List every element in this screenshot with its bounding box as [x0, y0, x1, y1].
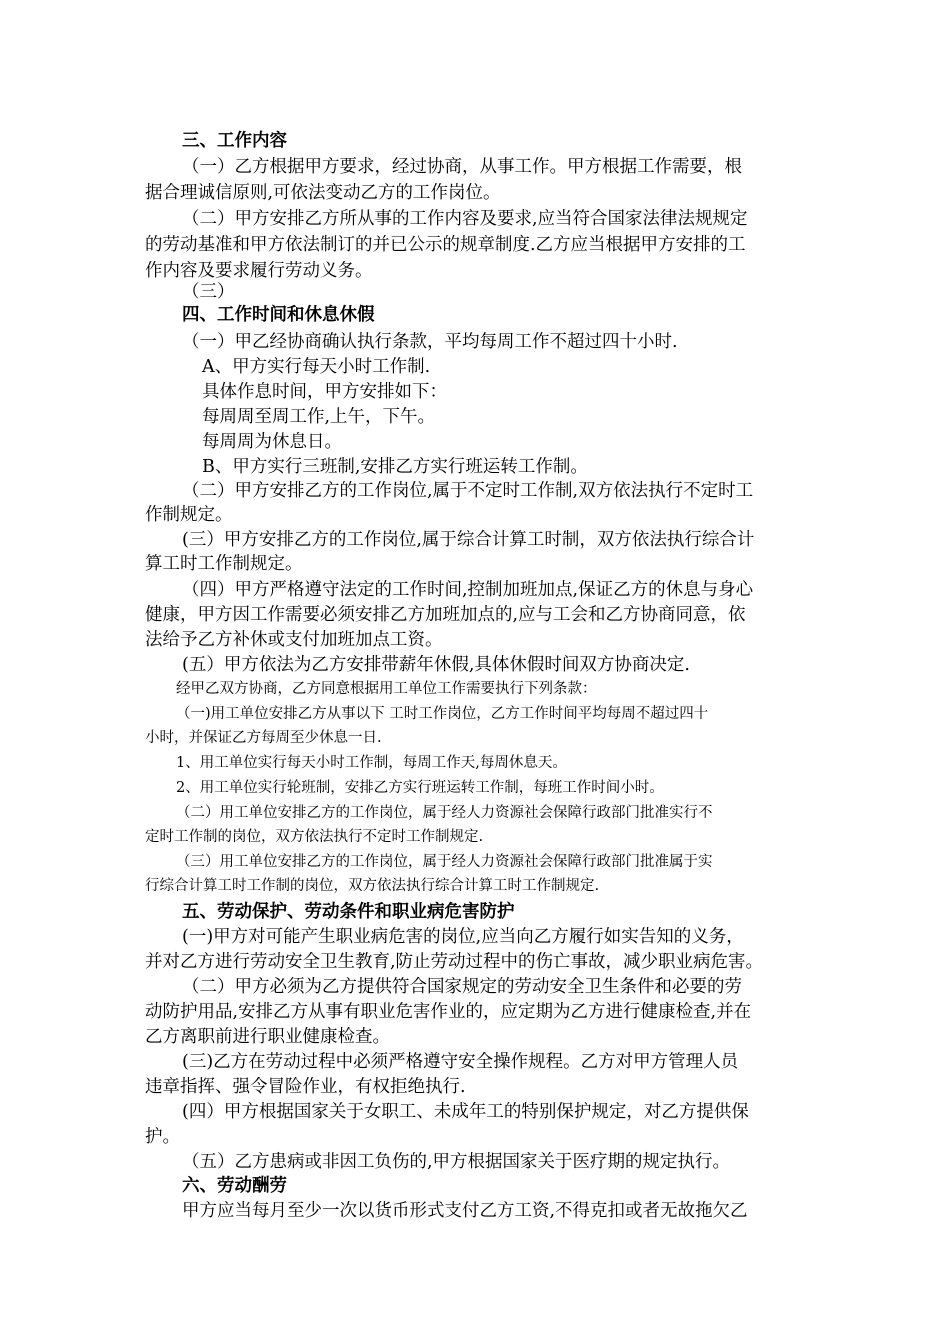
paragraph-line: 行综合计算工时工作制的岗位，双方依法执行综合计算工时工作制规定.	[145, 878, 600, 894]
section-heading: 五、劳动保护、劳动条件和职业病危害防护	[182, 902, 515, 922]
section-heading: 四、工作时间和休息休假	[182, 305, 375, 325]
paragraph-line: (三）甲方安排乙方的工作岗位,属于综合计算工时制，双方依法执行综合计	[182, 530, 755, 550]
paragraph-line: 据合理诚信原则,可依法变动乙方的工作岗位。	[145, 183, 501, 203]
paragraph-line: 护。	[145, 1127, 180, 1147]
paragraph-line: 每周周为休息日。	[202, 432, 342, 452]
paragraph-line: （二）甲方必须为乙方提供符合国家规定的劳动安全卫生条件和必要的劳	[182, 977, 742, 997]
paragraph-line: （一）乙方根据甲方要求，经过协商，从事工作。甲方根据工作需要，根	[182, 157, 742, 177]
paragraph-line: 每周周至周工作,上午，下午。	[202, 407, 436, 427]
paragraph-line: 健康，甲方因工作需要必须安排乙方加班加点的,应与工会和乙方协商同意，依	[145, 605, 746, 625]
paragraph-line: （二）甲方安排乙方所从事的工作内容及要求,应当符合国家法律法规规定	[182, 209, 748, 229]
paragraph-line: （四）甲方严格遵守法定的工作时间,控制加班加点,保证乙方的休息与身心	[182, 580, 754, 600]
paragraph-line: 甲方应当每月至少一次以货币形式支付乙方工资,不得克扣或者无故拖欠乙	[182, 1201, 748, 1221]
section-heading: 六、劳动酬劳	[182, 1176, 287, 1196]
paragraph-line: 的劳动基准和甲方依法制订的并已公示的规章制度.乙方应当根据甲方安排的工	[145, 235, 746, 255]
paragraph-line: 定时工作制的岗位，双方依法执行不定时工作制规定.	[145, 829, 484, 845]
paragraph-line: （一)用工单位安排乙方从事以下 工时工作岗位，乙方工作时间平均每周不超过四十	[176, 706, 709, 722]
paragraph-line: 动防护用品,安排乙方从事有职业危害作业的，应定期为乙方进行健康检查,并在	[145, 1002, 752, 1022]
paragraph-line: （二）甲方安排乙方的工作岗位,属于不定时工作制,双方依法执行不定时工	[182, 481, 754, 501]
paragraph-line: 2、用工单位实行轮班制，安排乙方实行班运转工作制，每班工作时间小时。	[176, 780, 664, 796]
paragraph-line: 乙方离职前进行职业健康检查。	[145, 1027, 390, 1047]
paragraph-line: （一）甲乙经协商确认执行条款，平均每周工作不超过四十小时.	[182, 332, 678, 352]
paragraph-line: (三)乙方在劳动过程中必须严格遵守安全操作规程。乙方对甲方管理人员	[182, 1052, 739, 1072]
paragraph-line: 作内容及要求履行劳动义务。	[145, 261, 373, 281]
paragraph-line: 1、用工单位实行每天小时工作制，每周工作天,每周休息天。	[176, 755, 567, 771]
paragraph-line: A、甲方实行每天小时工作制.	[202, 357, 431, 377]
paragraph-line: 违章指挥、强令冒险作业，有权拒绝执行.	[145, 1077, 466, 1097]
paragraph-line: 算工时工作制规定。	[145, 554, 303, 574]
paragraph-line: (四）甲方根据国家关于女职工、未成年工的特别保护规定，对乙方提供保	[182, 1102, 749, 1122]
paragraph-line: 具体作息时间，甲方安排如下：	[202, 382, 447, 402]
paragraph-line: （二）用工单位安排乙方的工作岗位，属于经人力资源社会保障行政部门批准实行不	[176, 805, 713, 821]
paragraph-line: （三）	[182, 282, 235, 302]
paragraph-line: 作制规定。	[145, 505, 233, 525]
paragraph-line: （五）乙方患病或非因工负伤的,甲方根据国家关于医疗期的规定执行。	[182, 1152, 731, 1172]
paragraph-line: (五）甲方依法为乙方安排带薪年休假,具体休假时间双方协商决定.	[182, 655, 690, 675]
paragraph-line: (一)甲方对可能产生职业病危害的岗位,应当向乙方履行如实告知的义务，	[182, 927, 744, 947]
paragraph-line: （三）用工单位安排乙方的工作岗位，属于经人力资源社会保障行政部门批准属于实	[176, 854, 713, 870]
paragraph-line: 小时，并保证乙方每周至少休息一日.	[145, 730, 382, 746]
paragraph-line: 法给予乙方补休或支付加班加点工资。	[145, 630, 443, 650]
section-heading: 三、工作内容	[182, 131, 287, 151]
paragraph-line: B、甲方实行三班制,安排乙方实行班运转工作制。	[202, 457, 588, 477]
paragraph-line: 并对乙方进行劳动安全卫生教育,防止劳动过程中的伤亡事故，减少职业病危害。	[145, 952, 764, 972]
paragraph-line: 经甲乙双方协商，乙方同意根据用工单位工作需要执行下列条款：	[176, 681, 597, 697]
